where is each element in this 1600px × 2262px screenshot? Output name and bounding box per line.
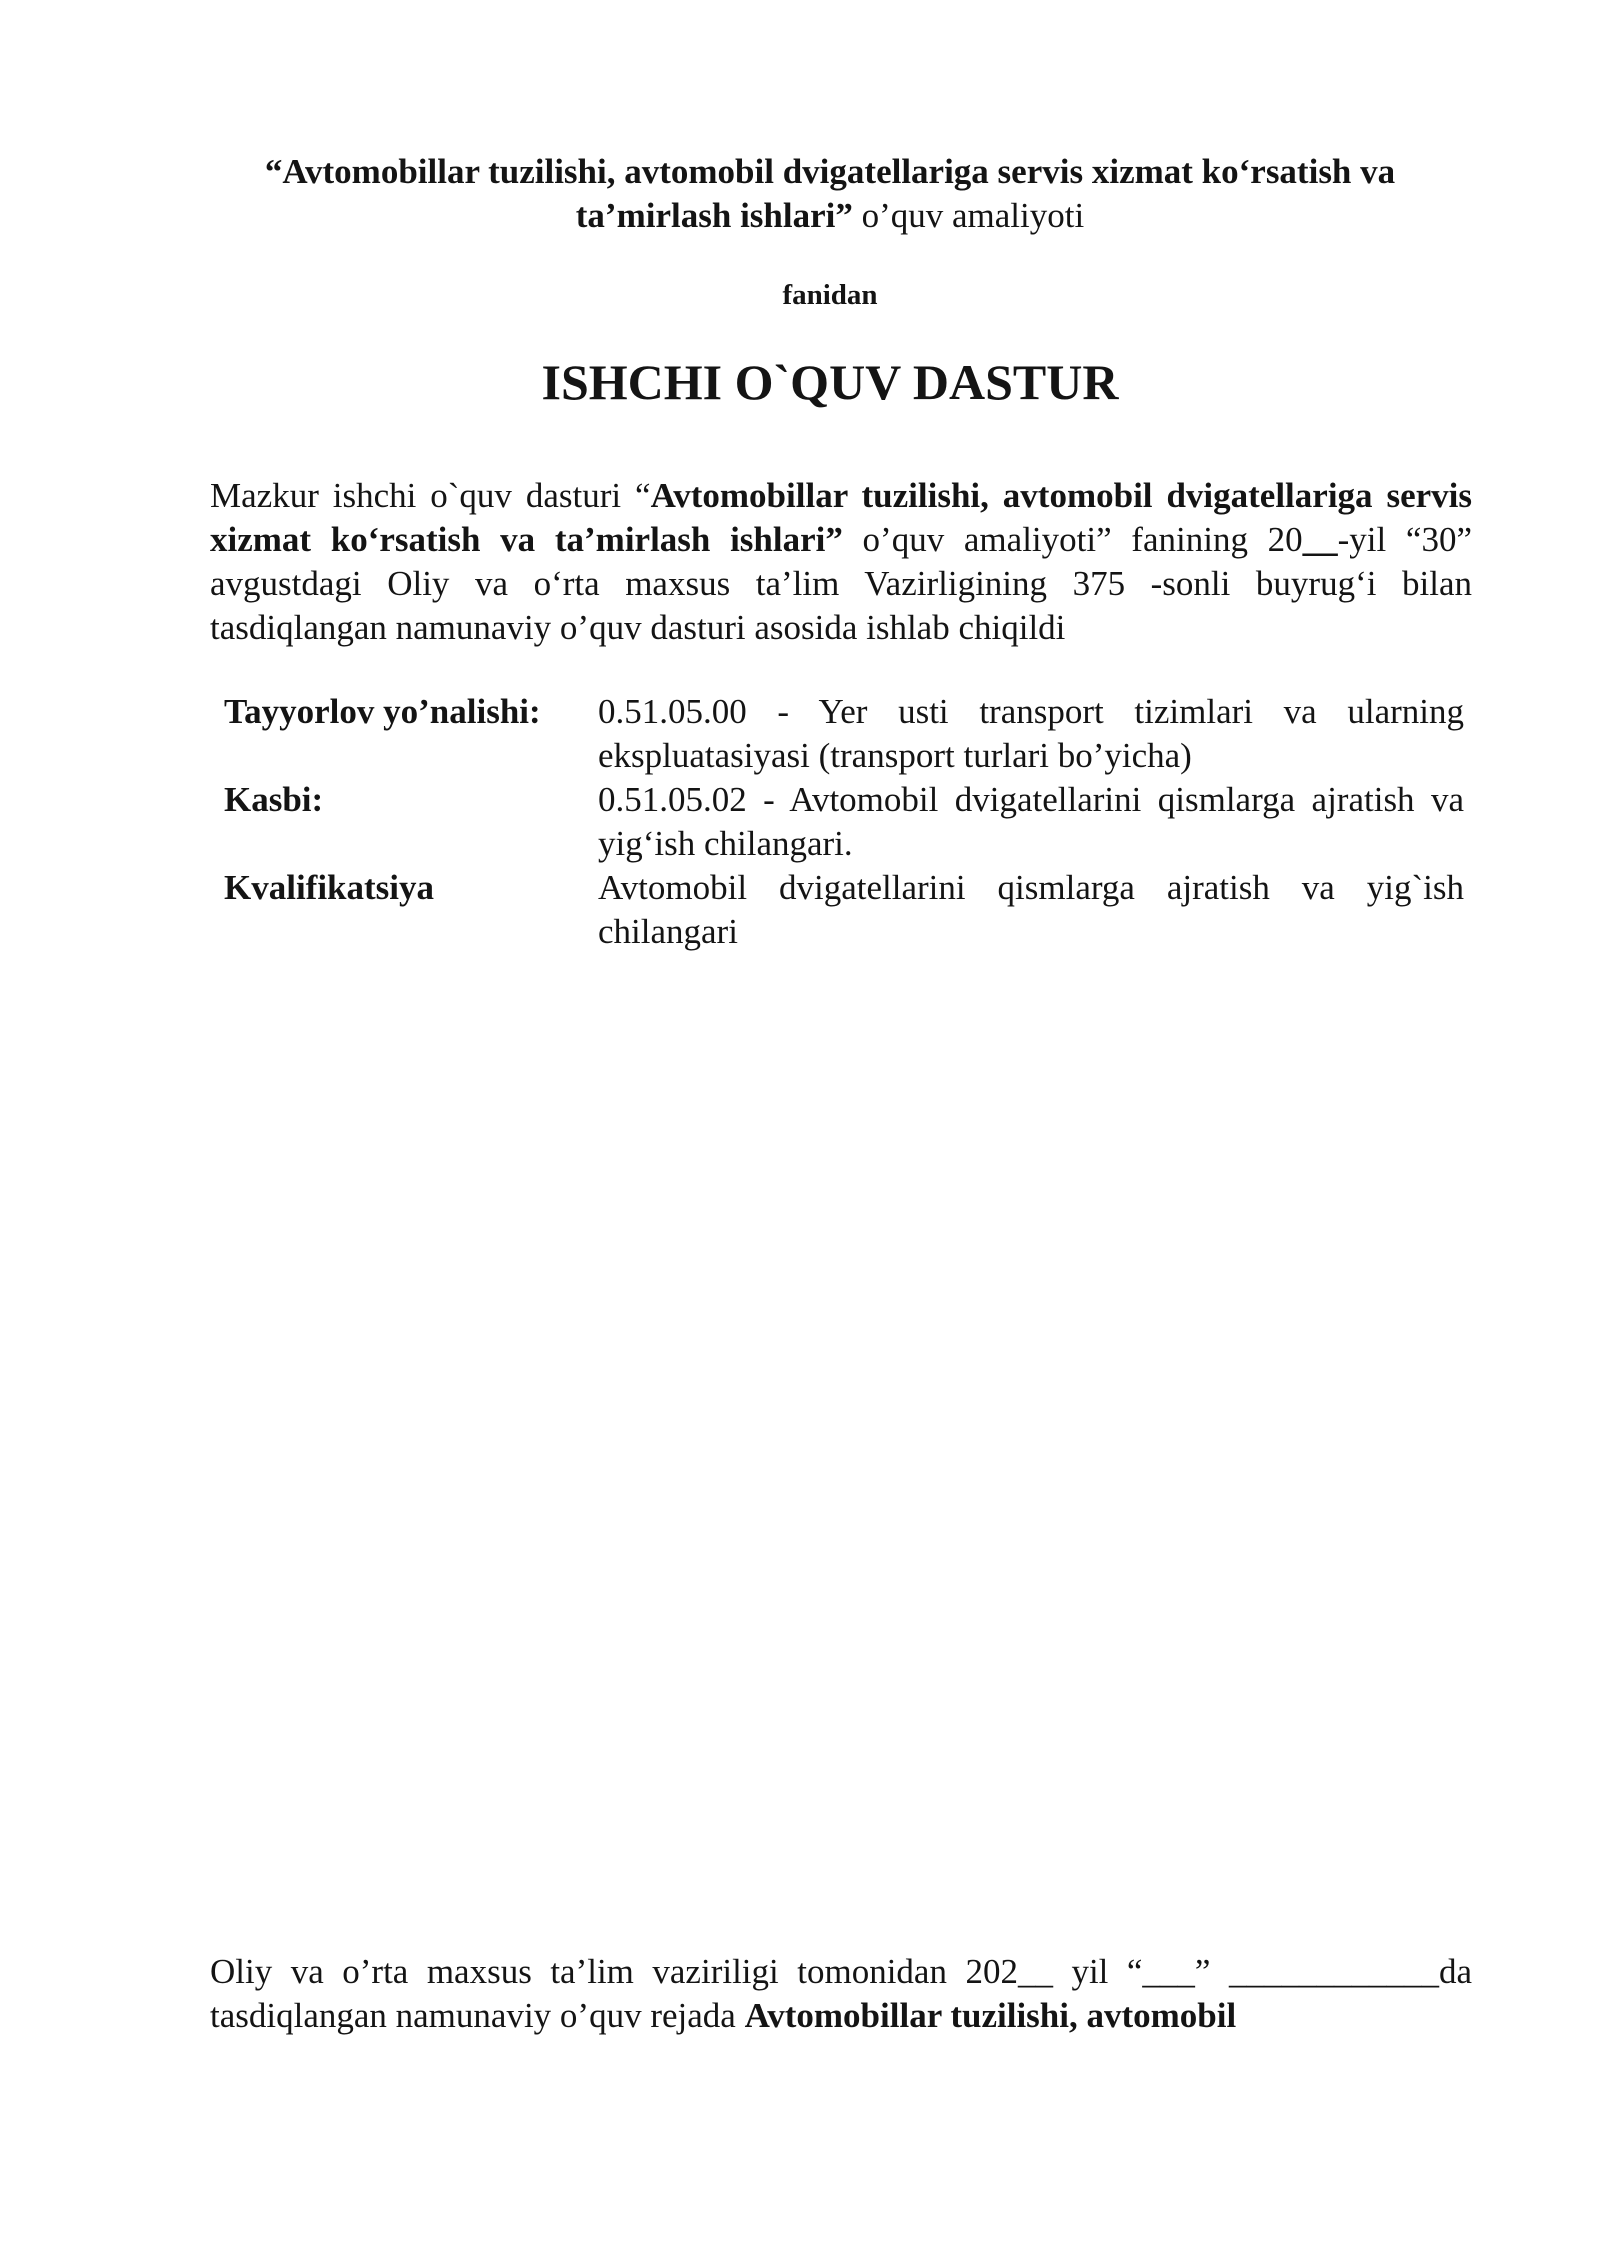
- course-title-suffix: o’quv amaliyoti: [852, 196, 1085, 235]
- course-title: [200, 150, 1460, 238]
- info-label-profession: Kasbi:: [224, 780, 324, 819]
- info-row-qualification: [224, 866, 1464, 954]
- info-row-profession: [224, 778, 1464, 866]
- intro-year-blank: __: [1302, 520, 1338, 559]
- intro-text-3: o’quv amaliyoti” fanining 20: [842, 520, 1303, 559]
- intro-text-1: Mazkur ishchi o`quv dasturi “: [210, 476, 651, 515]
- intro-text-5: -yil “30” avgustdagi Oliy va o‘rta maxsus ta’lim Vazirligining 375 -sonli buyrug‘i bilan tasdiqlangan namunaviy o’quv dasturi asosida ishlab chiqildi: [210, 520, 1472, 647]
- info-value-profession: 0.51.05.02 - Avtomobil dvigatellarini qismlarga ajratish va yig‘ish chilangari.: [598, 780, 1464, 863]
- intro-paragraph: [210, 474, 1472, 650]
- info-value-direction: 0.51.05.00 - Yer usti transport tizimlari va ularning ekspluatasiyasi (transport turlari bo’yicha): [598, 692, 1464, 775]
- program-info-table: [224, 690, 1464, 954]
- course-title-bold: “Avtomobillar tuzilishi, avtomobil dvigatellariga servis xizmat ko‘rsatish va ta’mirlash ishlari”: [264, 152, 1396, 235]
- approval-paragraph: [210, 1950, 1472, 2038]
- info-value-qualification: Avtomobil dvigatellarini qismlarga ajratish va yig`ish chilangari: [598, 868, 1464, 951]
- approval-text: Oliy va o’rta maxsus ta’lim vaziriligi tomonidan 202__ yil “___” ____________da tasdiqlangan namunaviy o’quv rejada: [210, 1952, 1472, 2035]
- document-title: ISHCHI O`QUV DASTUR: [541, 354, 1119, 410]
- approval-text-bold: Avtomobillar tuzilishi, avtomobil: [744, 1996, 1237, 2035]
- subtitle-fanidan: fanidan: [782, 279, 878, 311]
- info-label-direction: Tayyorlov yo’nalishi:: [224, 692, 541, 731]
- intro-text-bold: Avtomobillar tuzilishi, avtomobil dvigatellariga servis xizmat ko‘rsatish va ta’mirlash ishlari”: [210, 476, 1472, 559]
- info-row-direction: [224, 690, 1464, 778]
- info-label-qualification: Kvalifikatsiya: [224, 868, 435, 907]
